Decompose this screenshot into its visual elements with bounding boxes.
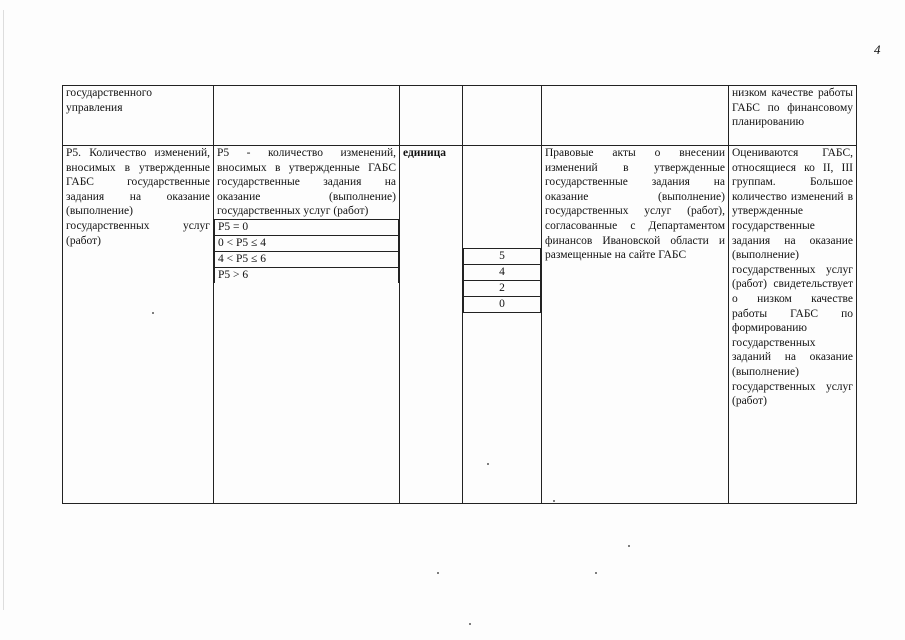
p5-formula-cell	[214, 146, 400, 504]
p5-evaluation-cell	[729, 146, 857, 504]
condition-4: Р5 > 6	[215, 267, 399, 283]
scan-speck	[487, 463, 489, 465]
scan-edge-line	[3, 10, 4, 610]
score-2: 4	[464, 265, 541, 281]
continuation-indicator-cell	[63, 86, 214, 146]
score-1: 5	[464, 249, 541, 265]
scan-speck	[595, 572, 597, 574]
condition-3: 4 < Р5 ≤ 6	[215, 251, 399, 267]
condition-2: 0 < Р5 ≤ 4	[215, 235, 399, 251]
continuation-unit-cell	[400, 86, 463, 146]
p5-formula-text: Р5 - количество изменений, вносимых в утвержденные ГАБС государственные задания на оказание (выполнение) государственных услуг (работ)	[217, 147, 396, 218]
condition-1: Р5 = 0	[215, 219, 399, 235]
scan-speck	[437, 572, 439, 574]
continuation-row	[63, 86, 857, 146]
p5-indicator-cell	[63, 146, 214, 504]
p5-score-cell	[463, 146, 542, 504]
scan-speck	[152, 312, 154, 314]
p5-source-cell	[542, 146, 729, 504]
score-spacer	[463, 146, 541, 248]
scan-speck	[628, 545, 630, 547]
score-3: 2	[464, 281, 541, 297]
continuation-evaluation-cell	[729, 86, 857, 146]
continuation-indicator-text: государственного управления	[66, 87, 152, 114]
continuation-formula-cell	[214, 86, 400, 146]
score-4: 0	[464, 297, 541, 313]
continuation-score-cell	[463, 86, 542, 146]
continuation-source-cell	[542, 86, 729, 146]
criteria-table	[62, 85, 857, 504]
scan-speck	[553, 500, 555, 502]
p5-row	[63, 146, 857, 504]
page-number: 4	[874, 42, 881, 57]
scan-speck	[469, 623, 471, 625]
p5-evaluation-text: Оцениваются ГАБС, относящиеся ко II, III группам. Большое количество изменений в утвержденные государственные задания на оказание (выполнение) государственных услуг (работ) свидетельствует о низком качестве работы ГАБС по формированию государственных заданий на оказание (выполнение) государственных услуг (работ)	[732, 147, 853, 408]
p5-indicator-text: Р5. Количество изменений, вносимых в утвержденные ГАБС государственные задания на оказание (выполнение) государственных услуг (работ)	[66, 147, 210, 247]
continuation-evaluation-text: низком качестве работы ГАБС по финансовому планированию	[732, 87, 853, 129]
p5-source-text: Правовые акты о внесении изменений в утвержденные государственные задания на оказание (выполнение) государственных услуг (работ), согласованные с Департаментом финансов Ивановской области и размещенные на сайте ГАБС	[545, 147, 725, 262]
p5-unit-text: единица	[403, 147, 447, 159]
p5-unit-cell	[400, 146, 463, 504]
scores-list	[463, 248, 541, 313]
conditions-list	[214, 219, 399, 283]
